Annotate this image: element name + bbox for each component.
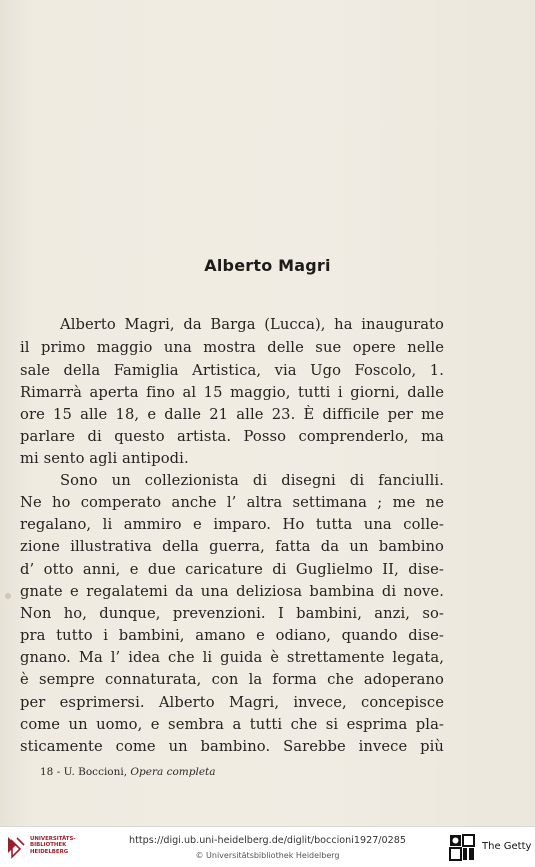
library-name-line: HEIDELBERG	[30, 848, 69, 855]
text-line: sale della Famiglia Artistica, via Ugo Foscolo, 1.	[20, 362, 444, 379]
footer-italic: Opera completa	[130, 766, 216, 778]
text-line: zione illustrativa della guerra, fatta da un bambino	[20, 538, 444, 555]
text-line: Ne ho comperato anche l’ altra settimana ; me ne	[20, 494, 444, 511]
text-line: per esprimersi. Alberto Magri, invece, concepisce	[20, 694, 444, 711]
text-line: gnate e regalatemi da una deliziosa bambina di nove.	[20, 583, 444, 600]
library-name-line: BIBLIOTHEK	[30, 842, 67, 849]
permalink-url[interactable]: https://digi.ub.uni-heidelberg.de/diglit/boccioni1927/0285	[129, 835, 406, 846]
text-line: regalano, li ammiro e imparo. Ho tutta una colle-	[20, 516, 444, 533]
text-line: Non ho, dunque, prevenzioni. I bambini, anzi, so-	[20, 605, 444, 622]
text-line: sticamente come un bambino. Sarebbe invece più	[20, 738, 444, 755]
page-title: Alberto Magri	[204, 256, 331, 275]
text-line: è sempre connaturata, con la forma che adoperano	[20, 671, 444, 688]
partner-name[interactable]: The Getty	[482, 841, 532, 852]
text-line: Alberto Magri, da Barga (Lucca), ha inaugurato	[60, 316, 444, 333]
text-line: Sono un collezionista di disegni di fanciulli.	[60, 472, 444, 489]
text-line: ore 15 alle 18, e dalle 21 alle 23. È difficile per me	[20, 406, 444, 423]
library-name-line: UNIVERSITÄTS-	[30, 836, 76, 842]
text-line: come un uomo, e sembra a tutti che si esprima pla-	[20, 716, 444, 733]
text-line: parlare di questo artista. Posso comprenderlo, ma	[20, 428, 444, 445]
text-line: pra tutto i bambini, amano e odiano, quando dise-	[20, 627, 444, 644]
text-line: il primo maggio una mostra delle sue opere nelle	[20, 339, 444, 356]
footer-prefix: 18 - U. Boccioni,	[40, 766, 131, 778]
page-footer-note	[40, 766, 216, 778]
viewer-footer-bar	[0, 826, 535, 867]
text-line: gnano. Ma l’ idea che li guida è strettamente legata,	[20, 649, 444, 666]
copyright-notice: © Universitätsbibliothek Heidelberg	[195, 851, 340, 860]
text-line: Rimarrà aperta fino al 15 maggio, tutti i giorni, dalle	[20, 384, 444, 401]
getty-logo-icon[interactable]	[449, 834, 475, 861]
text-line: mi sento agli antipodi.	[20, 450, 189, 467]
text-line: d’ otto anni, e due caricature di Guglielmo II, dise-	[20, 561, 444, 578]
scan-mark	[5, 593, 11, 599]
